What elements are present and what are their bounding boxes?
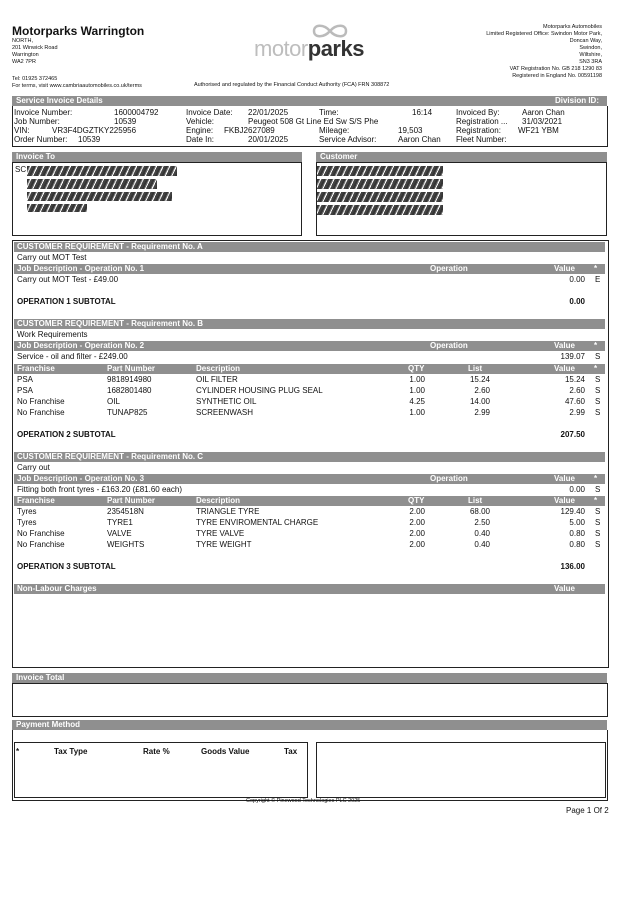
parts-3-header: Franchise Part Number Description QTY List Value * — [14, 496, 605, 506]
company-line: SN3 3RA — [579, 59, 602, 65]
mileage: 19,503 — [398, 126, 423, 135]
logo-motor: motor — [254, 36, 308, 61]
address-line: NORTH, — [12, 38, 33, 44]
order-number: 10539 — [78, 135, 101, 144]
requirement-c-text: Carry out — [17, 463, 50, 472]
company-line: Registered in England No. 00591198 — [512, 73, 602, 79]
customer-header: Customer — [316, 152, 607, 162]
requirement-b-header: CUSTOMER REQUIREMENT - Requirement No. B — [14, 319, 605, 329]
page-number: Page 1 Of 2 — [566, 806, 609, 815]
job-3-header: Job Description - Operation No. 3 Operation Value * — [14, 474, 605, 484]
company-line: Doncan Way, — [569, 38, 602, 44]
registration: WF21 YBM — [518, 126, 559, 135]
dealer-terms: For terms, visit www.cambriaautomobiles.co.uk/terms — [12, 83, 142, 89]
redacted-address — [27, 192, 172, 201]
payment-method-header: Payment Method — [12, 720, 607, 730]
invoice-to-prefix: SC — [15, 165, 27, 174]
dealer-address — [12, 38, 58, 66]
service-advisor: Aaron Chan — [398, 135, 441, 144]
customer-box — [316, 162, 607, 236]
redacted-customer — [317, 205, 443, 215]
division-label: Division ID: — [554, 96, 599, 105]
invoice-page: Motorparks Warrington NORTH, 201 Winwick Road Warrington WA2 7PR Tel: 01925 372465 For terms, visit www.cambriaautomobiles.co.uk/terms motorparks Authorised and regulated by the Financial Conduct Authority (FCA) FRN 308872 Motorparks Automobiles Limited Registered Office: Swindon Motor Park, Doncan Way, Swindon, Wiltshire, SN3 3RA VAT Registration No. GB 218 1290 83 Registered in England No. 00591198 Service Invoice Details Division ID: Invoice Number: 1600004792 Invoice Date: 22/01/2025 Time: 16:14 Invoiced By: Aaron Chan Job Number: 10539 Vehicle: Peugeot 508 Gt Line Ed Sw S/S Phe Registration ... 31/03/2021 VIN: VR3F4DGZTKY225956 Engine: FKBJ2627089 Mileage: 19,503 Registration: WF21 YBM Order Number: 10539 Date In: 20/01/2025 Service Advisor: Aaron Chan Fleet Number: Invoice To SC Customer CUSTOMER REQUIREMENT - Requirement No. A Carry out MOT Test Job Description - Operation No. 1 Operation Value * Carry out MOT Test - £49.00 0.00 E OPERATION 1 SUBTOTAL 0.00 CUSTOMER REQUIREMENT - Requirement No. B Work Requirements Job Description - Operation No. 2 Operation Value * Service - oil and filter - £249.00 139.07 S Franchise Part Number Description QTY List Value * PSA 9818914980 OIL FILTER 1.00 15.24 15.24 S PSA 1682801480 CYLINDER HOUSING PLUG SEAL 1.00 2.60 2.60 S No Franchise OIL SYNTHETIC OIL 4.25 14.00 47.60 S No Franchise TUNAP825 SCREENWASH 1.00 2.99 2.99 S OPERATION 2 SUBTOTAL 207.50 CUSTOMER REQUIREMENT - Requirement No. C Carry out Job Description - Operation No. 3 Operation Value * Fitting both front tyres - £163.20 (£81.60 each) 0.00 S Franchise Part Number Description QTY List Value * Tyres 2354518N TRIANGLE TYRE 2.00 68.00 129.40 S Tyres TYRE1 TYRE ENVIROMENTAL CHARGE 2.00 2.50 5.00 S No Franchise VALVE TYRE VALVE 2.00 0.40 0.80 S No Franchise WEIGHTS TYRE WEIGHT 2.00 0.40 0.80 S OPERATION 3 SUBTOTAL 136.00 Non-Labour Charges Value Invoice Total Payment Method * Tax Type Rate % Goods Value Tax Copyright © Pinewood Technologies PLC 2025 Page 1 Of 2 — [12, 24, 609, 815]
redacted-customer — [317, 192, 443, 202]
invoice-time: 16:14 — [412, 108, 433, 117]
company-line: Swindon, — [579, 45, 602, 51]
invoice-total-header: Invoice Total — [12, 673, 607, 683]
requirement-b-text: Work Requirements — [17, 330, 88, 339]
vehicle: Peugeot 508 Gt Line Ed Sw S/S Phe — [248, 117, 379, 126]
dealer-tel: Tel: 01925 372465 — [12, 76, 58, 82]
redacted-address — [27, 179, 157, 189]
invoice-to-header: Invoice To — [12, 152, 302, 162]
redacted-customer — [317, 179, 443, 189]
company-line: VAT Registration No. GB 218 1290 83 — [509, 66, 602, 72]
parts-2-header: Franchise Part Number Description QTY List Value * — [14, 364, 605, 374]
motorparks-logo — [254, 24, 374, 60]
non-labour-header: Non-Labour Charges Value — [14, 584, 605, 594]
job-1-header: Job Description - Operation No. 1 Operation Value * — [14, 264, 605, 274]
company-line: Motorparks Automobiles — [543, 24, 602, 30]
invoice-total-box — [12, 683, 608, 717]
redacted-customer — [317, 166, 443, 176]
engine: FKBJ2627089 — [224, 126, 275, 135]
invoiced-by: Aaron Chan — [522, 108, 565, 117]
vin: VR3F4DGZTKY225956 — [52, 126, 137, 135]
invoice-to-box — [12, 162, 302, 236]
date-in: 20/01/2025 — [248, 135, 289, 144]
details-header: Service Invoice Details Division ID: — [12, 96, 607, 106]
company-line: Wiltshire, — [579, 52, 602, 58]
redacted-address — [27, 166, 177, 176]
requirement-a-text: Carry out MOT Test — [17, 253, 87, 262]
registration-date: 31/03/2021 — [522, 117, 563, 126]
invoice-date: 22/01/2025 — [248, 108, 289, 117]
company-info — [486, 24, 602, 80]
payment-right-box — [316, 742, 606, 798]
address-line: Warrington — [12, 52, 39, 58]
requirement-a-header: CUSTOMER REQUIREMENT - Requirement No. A — [14, 242, 605, 252]
redacted-address — [27, 204, 87, 212]
address-line: WA2 7PR — [12, 59, 36, 65]
job-number: 10539 — [114, 117, 137, 126]
invoice-number: 1600004792 — [114, 108, 159, 117]
requirement-c-header: CUSTOMER REQUIREMENT - Requirement No. C — [14, 452, 605, 462]
address-line: 201 Winwick Road — [12, 45, 58, 51]
logo-parks: parks — [307, 36, 364, 61]
job-2-header: Job Description - Operation No. 2 Operation Value * — [14, 341, 605, 351]
authorised-notice: Authorised and regulated by the Financial Conduct Authority (FCA) FRN 308872 — [194, 82, 390, 88]
company-line: Limited Registered Office: Swindon Motor Park, — [486, 31, 602, 37]
dealer-name: Motorparks Warrington — [12, 24, 145, 38]
copyright: Copyright © Pinewood Technologies PLC 2025 — [246, 798, 361, 804]
